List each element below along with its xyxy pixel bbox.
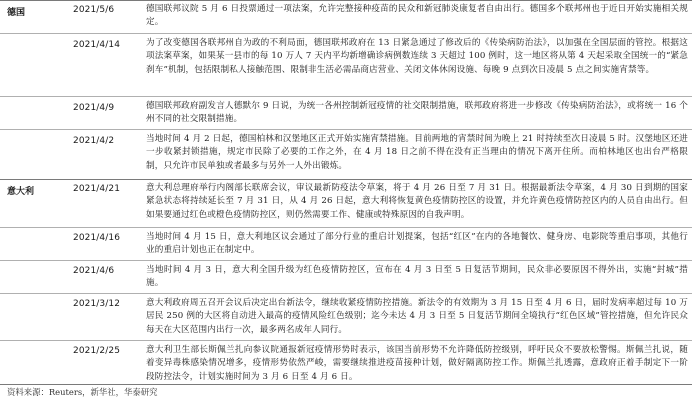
- row-divider: [0, 96, 692, 97]
- date-cell: 2021/3/12: [73, 299, 121, 309]
- measure-text: 意大利政府周五召开会议后决定出台新法令，继续收紧疫情防控措施。新法令的有效期为 3 月 15 日至 4 月 6 日，届时发病率超过每 10 万居民 250 例的大区将自动进入最高的疫情风险红色级别；迄今未达 4 月 3 日至 5 日复活节期间全境执行“红色区域”管控措施，但允许民众每天在大区范围内出行一次，最多两名成年人同行。: [146, 298, 688, 335]
- row-divider: [0, 260, 692, 261]
- row-divider: [0, 293, 692, 294]
- row-divider: [0, 227, 692, 228]
- row-divider: [0, 340, 692, 341]
- date-cell: 2021/4/21: [73, 184, 121, 194]
- measure-text: 意大利总理府举行内阁部长联席会议，审议最新防疫法令草案，将于 4 月 26 日至 7 月 31 日。根据最新法令草案，4 月 30 日到期的国家紧急状态将持续延长至 7 月 31 日，从 4 月 26 日起，意大利将恢复黄色疫情防控区的设置，并允许黄色疫情防控区内的人员自由出行。但如果要通过红色或橙色疫情防控区，则仍然需要工作、健康或特殊原因的自我声明。: [146, 183, 688, 220]
- date-cell: 2021/4/14: [73, 40, 121, 50]
- measure-text: 当地时间 4 月 15 日，意大利地区议会通过了部分行业的重启计划提案，包括“红区”在内的各地餐饮、健身房、电影院等重启事项，其他行业的重启计划也正在制定中。: [146, 232, 688, 256]
- date-cell: 2021/2/25: [73, 346, 121, 356]
- date-cell: 2021/4/2: [73, 136, 115, 146]
- section-divider: [0, 179, 692, 180]
- source-note: 资料来源：Reuters，新华社，华泰研究: [7, 387, 158, 397]
- measure-text: 德国联邦政府副发言人德默尔 9 日说，为统一各州控制新冠疫情的社交限制措施，联邦政府将进一步修改《传染病防治法》，或将统一 16 个州不同的社交限制措施。: [146, 101, 688, 125]
- row-divider: [0, 33, 692, 34]
- date-cell: 2021/4/9: [73, 103, 115, 113]
- measure-text: 当地时间 4 月 3 日，意大利全国升级为红色疫情防控区，宣布在 4 月 3 日至 5 日复活节期间，民众非必要原因不得外出，实施“封城”措施。: [146, 265, 688, 289]
- date-cell: 2021/4/16: [73, 233, 121, 243]
- measure-text: 当地时间 4 月 2 日起，德国柏林和汉堡地区正式开始实施宵禁措施。目前两地的宵禁时间为晚上 21 时持续至次日凌晨 5 时。汉堡地区还进一步收紧封锁措施，规定市民除了必要的工作之外，在 4 月 18 日之前不得在没有正当理由的情况下离开住所。而柏林地区也出台严格限制，只允许市民单独或者最多与另外一人外出锻炼。: [146, 134, 688, 171]
- date-cell: 2021/5/6: [73, 5, 115, 15]
- country-label: 意大利: [7, 187, 35, 197]
- measure-text: 为了改变德国各联邦州自为政的不利局面，德国联邦政府在 13 日紧急通过了修改后的《传染病防治法》，以加强在全国层面的管控。根据这项法案草案，如果某一县市的每 10 万人 7 天内平均新增确诊病例数连续 3 天超过 100 例时，这一地区将从第 4 天起采取全国统一的“紧急刹车”机制，包括限制私人接触范围、限制非生活必需品商店营业、关闭文体休闲设施、每晚 9 点到次日凌晨 5 点之间实施宵禁等。: [146, 38, 688, 75]
- table-bottom-rule: [0, 384, 692, 385]
- measure-text: 意大利卫生部长斯佩兰扎向参议院通报新冠疫情形势时表示，该国当前形势不允许降低防控级别，呼吁民众不要放松警惕。斯佩兰扎说，随着变异毒株感染情况增多，疫情形势依然严峻，需要继续推进疫苗接种计划，做好隔离防控工作。斯佩兰扎透露，意政府正着手制定下一阶段防控法令，计划实施时间为 3 月 6 日至 4 月 6 日。: [146, 345, 688, 382]
- row-divider: [0, 129, 692, 130]
- date-cell: 2021/4/6: [73, 266, 115, 276]
- measure-text: 德国联邦议院 5 月 6 日投票通过一项法案，允许完整接种疫苗的民众和新冠肺炎康复者自由出行。德国多个联邦州也于近日开始实施相关规定。: [146, 4, 688, 28]
- table-top-rule: [0, 0, 692, 1]
- country-label: 德国: [7, 8, 26, 18]
